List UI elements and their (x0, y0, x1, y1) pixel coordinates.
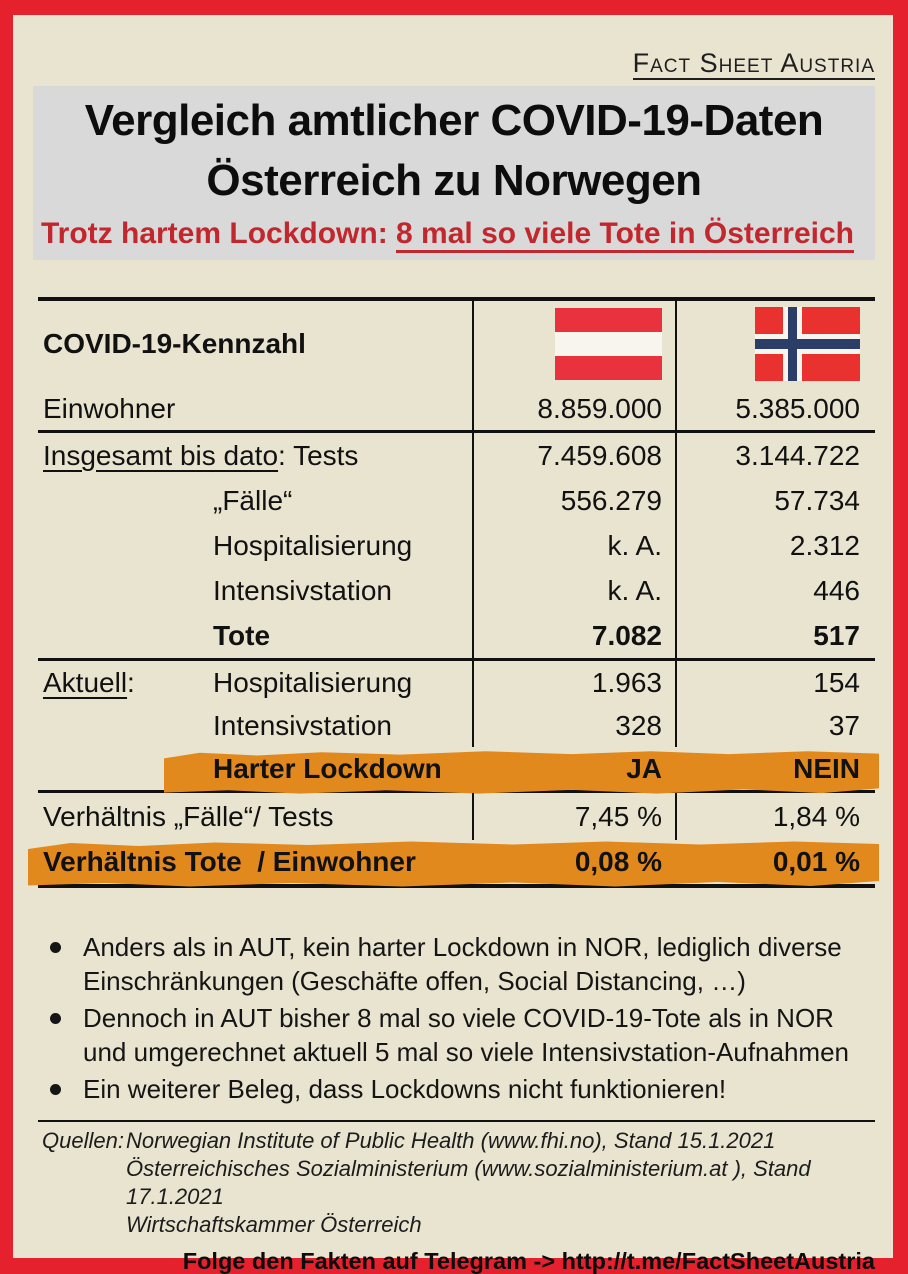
aut-value: 7.082 (591, 619, 662, 651)
source-line: Wirtschaftskammer Österreich (126, 1212, 422, 1237)
row-label: Intensivstation (213, 574, 392, 606)
bullet-icon (50, 1084, 61, 1095)
table-header-label: COVID-19-Kennzahl (43, 328, 306, 359)
nor-value: 57.734 (774, 484, 860, 516)
table-row-verhaeltnis-tote-einwohner (38, 840, 875, 884)
sources-block (42, 1127, 875, 1239)
row-prefix-colon: : (127, 666, 135, 698)
row-label: Einwohner (43, 392, 176, 424)
aut-value: JA (626, 752, 662, 784)
aut-value: k. A. (607, 529, 662, 561)
austria-flag-stripe (555, 308, 662, 332)
aut-value: 556.279 (560, 484, 662, 516)
row-prefix: Aktuell (43, 666, 128, 698)
aut-value: 1.963 (591, 666, 662, 698)
nor-value: 3.144.722 (735, 439, 860, 471)
sources-divider (38, 1120, 875, 1122)
fact-sheet-page (13, 15, 893, 1274)
row-label: Hospitalisierung (213, 529, 413, 561)
aut-value: 0,08 % (574, 846, 662, 877)
title-band (33, 86, 875, 260)
list-item (50, 1001, 875, 1069)
nor-value: 1,84 % (772, 800, 860, 832)
row-label: Verhältnis „Fälle“/ Tests (43, 800, 334, 832)
austria-flag-stripe (555, 356, 662, 380)
nor-value: 2.312 (789, 529, 860, 561)
row-label: : Tests (278, 439, 359, 471)
subtitle (33, 216, 875, 252)
table-header-row (38, 301, 875, 387)
nor-value: 0,01 % (772, 846, 860, 877)
sources-lines (126, 1127, 875, 1239)
nor-value: 5.385.000 (735, 392, 860, 424)
sources-label: Quellen: (42, 1128, 124, 1153)
norway-flag-cross (755, 339, 860, 349)
row-label: Tote (213, 619, 271, 651)
telegram-link[interactable]: Folge den Fakten auf Telegram -> http://t.me/FactSheetAustria (182, 1248, 875, 1274)
table-row-verhaeltnis-faelle-tests (38, 793, 875, 840)
bullet-icon (50, 1013, 61, 1024)
norway-flag (755, 307, 860, 381)
table-row-harter-lockdown (38, 747, 875, 790)
page-title-line1: Vergleich amtlicher COVID-19-Daten (84, 96, 824, 145)
row-label: „Fälle“ (213, 484, 293, 516)
aut-value: k. A. (607, 574, 662, 606)
list-item (50, 930, 875, 998)
bullet-list (50, 930, 875, 1106)
list-item (50, 1072, 875, 1106)
nor-value: 37 (828, 709, 860, 741)
aut-value: 7.459.608 (537, 439, 662, 471)
source-line: Österreichisches Sozialministerium (www.sozialministerium.at ), Stand 17.1.2021 (126, 1156, 811, 1209)
brand-title: Fact Sheet Austria (632, 48, 875, 78)
row-label: Intensivstation (213, 709, 392, 741)
bullet-text: Dennoch in AUT bisher 8 mal so viele COVID-19-Tote als in NOR und umgerechnet aktuell 5 mal so viele Intensivstation-Aufnahmen (83, 1003, 849, 1067)
nor-value: NEIN (793, 752, 860, 784)
row-label: Harter Lockdown (213, 752, 442, 784)
aut-value: 328 (615, 709, 662, 741)
table-row-faelle (38, 478, 875, 523)
page-title-line2: Österreich zu Norwegen (206, 156, 702, 205)
aut-value: 7,45 % (574, 800, 662, 832)
source-line: Norwegian Institute of Public Health (www.fhi.no), Stand 15.1.2021 (126, 1128, 776, 1153)
austria-flag-stripe (555, 332, 662, 356)
nor-value: 154 (813, 666, 860, 698)
table-row-einwohner (38, 387, 875, 430)
table-row-tote (38, 613, 875, 658)
table-row-intensivstation-total (38, 568, 875, 613)
aut-value: 8.859.000 (537, 392, 662, 424)
bullet-icon (50, 942, 61, 953)
bullet-text: Ein weiterer Beleg, dass Lockdowns nicht funktionieren! (83, 1074, 727, 1104)
nor-value: 517 (813, 619, 860, 651)
row-prefix: Insgesamt bis dato (43, 439, 279, 471)
subtitle-underlined: 8 mal so viele Tote in Österreich (396, 217, 854, 253)
row-label: Verhältnis Tote / Einwohner (43, 846, 416, 877)
subtitle-prefix: Trotz hartem Lockdown: (41, 217, 397, 250)
row-label: Hospitalisierung (213, 666, 413, 698)
table-row-tests (38, 433, 875, 478)
austria-flag (555, 308, 662, 381)
table-row-intensivstation-aktuell (38, 704, 875, 747)
brand-row (13, 48, 875, 80)
table-row-hospitalisierung-aktuell (38, 661, 875, 704)
bullet-text: Anders als in AUT, kein harter Lockdown in NOR, lediglich diverse Einschränkungen (Geschäfte offen, Social Distancing, …) (83, 932, 842, 996)
nor-value: 446 (813, 574, 860, 606)
table-row-hospitalisierung-total (38, 523, 875, 568)
comparison-table (38, 297, 875, 888)
